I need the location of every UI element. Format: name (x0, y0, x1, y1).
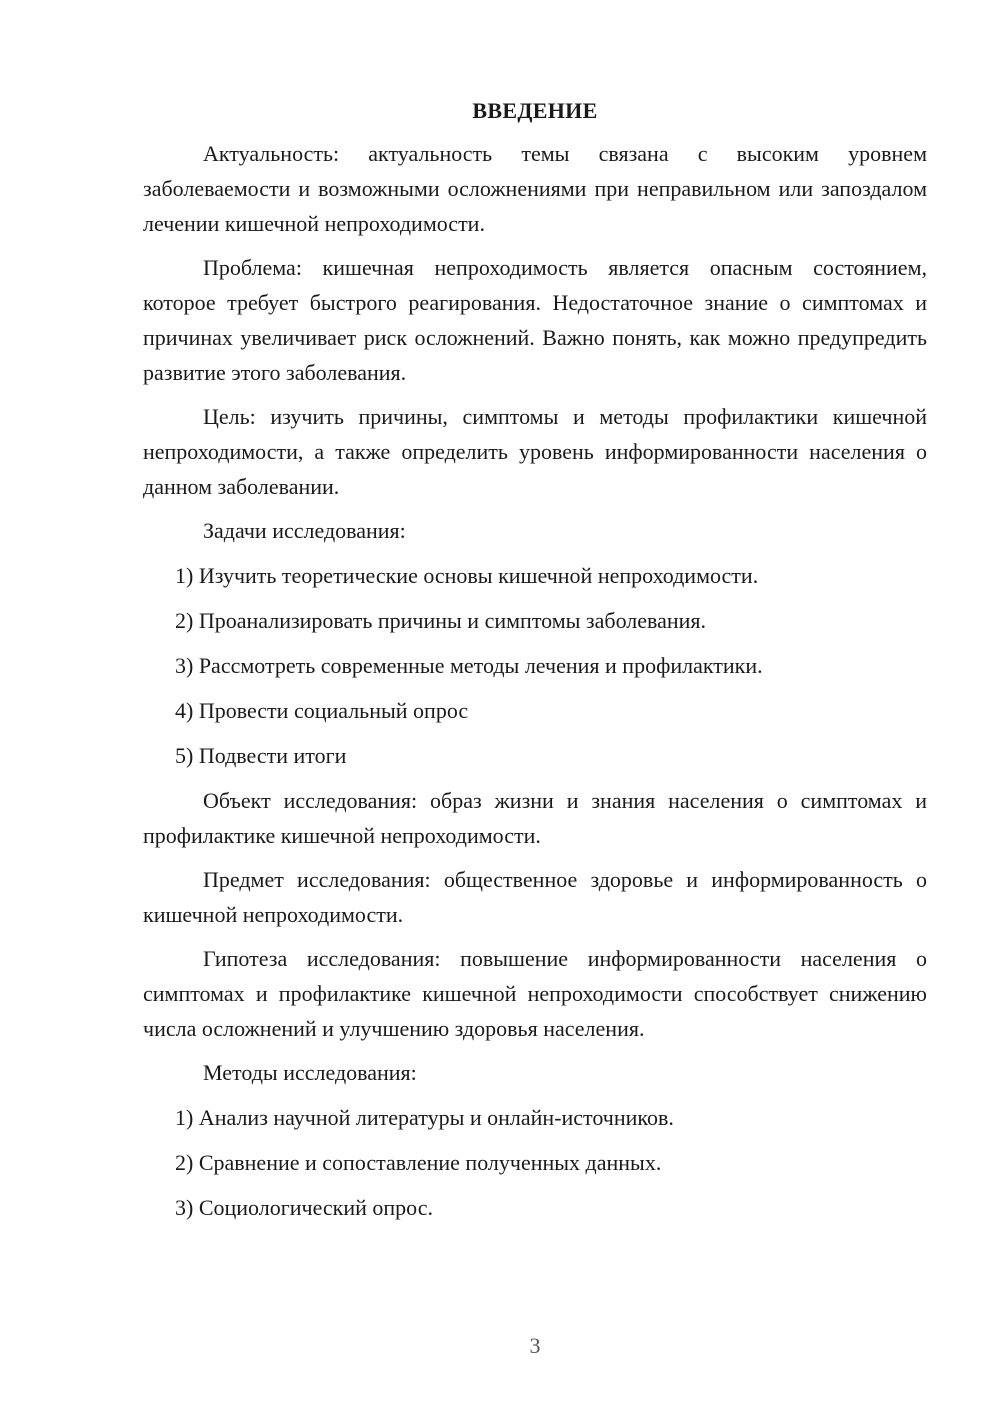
tasks-list (143, 558, 927, 773)
method-item: 1) Анализ научной литературы и онлайн-источников. (175, 1105, 674, 1130)
task-item: 5) Подвести итоги (175, 743, 347, 768)
subject-paragraph: Предмет исследования: общественное здоровье и информированность о кишечной непроходимости. (143, 867, 927, 927)
problem-paragraph: Проблема: кишечная непроходимость является опасным состоянием, которое требует быстрого реагирования. Недостаточное знание о симптомах и причинах увеличивает риск осложнений. Важно понять, как можно предупредить развитие этого заболевания. (143, 255, 927, 385)
method-item: 2) Сравнение и сопоставление полученных данных. (175, 1150, 662, 1175)
task-item: 2) Проанализировать причины и симптомы заболевания. (175, 608, 707, 633)
methods-list (143, 1100, 927, 1225)
page-number: 3 (529, 1333, 541, 1358)
relevance-paragraph: Актуальность: актуальность темы связана с высоким уровнем заболеваемости и возможными осложнениями при неправильном или запоздалом лечении кишечной непроходимости. (143, 141, 927, 236)
object-paragraph: Объект исследования: образ жизни и знания населения о симптомах и профилактике кишечной непроходимости. (143, 788, 927, 848)
goal-paragraph: Цель: изучить причины, симптомы и методы профилактики кишечной непроходимости, а также определить уровень информированности населения о данном заболевании. (143, 404, 927, 499)
document-page (143, 96, 927, 1235)
method-item: 3) Социологический опрос. (175, 1195, 433, 1220)
task-item: 4) Провести социальный опрос (175, 698, 469, 723)
section-title: ВВЕДЕНИЕ (472, 98, 598, 123)
methods-heading: Методы исследования: (203, 1060, 417, 1085)
task-item: 3) Рассмотреть современные методы лечения и профилактики. (175, 653, 763, 678)
task-item: 1) Изучить теоретические основы кишечной непроходимости. (175, 563, 759, 588)
hypothesis-paragraph: Гипотеза исследования: повышение информированности населения о симптомах и профилактике кишечной непроходимости способствует снижению числа осложнений и улучшению здоровья населения. (143, 946, 927, 1041)
tasks-heading: Задачи исследования: (203, 518, 406, 543)
